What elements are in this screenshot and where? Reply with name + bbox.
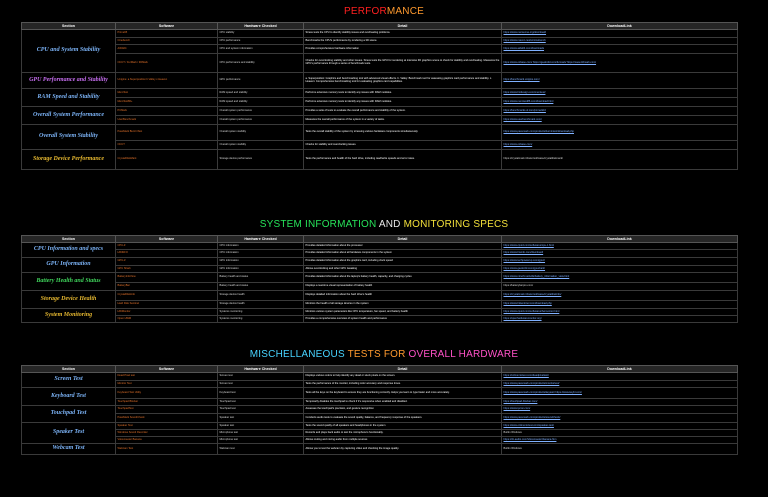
table-row (22, 141, 738, 150)
download-link[interactable]: https://www.hdsentinel.com/download.php (502, 301, 738, 309)
table-row (22, 444, 738, 455)
misc-tests-title (0, 349, 768, 360)
software-name[interactable]: GPU-Z (116, 258, 218, 266)
title-segment: MONITORING SPECS (403, 219, 509, 230)
hardware-checked: Battery health and status (218, 283, 304, 291)
software-name[interactable]: Dead Pixel test (116, 373, 218, 381)
download-link: https://batterybarpro.com/ (502, 283, 738, 291)
detail-text: Tests all the keys on the keyboard to ensure they are functioning correctly. Helps you learn to type faster and more accurately. (304, 388, 502, 399)
column-header: Detail (304, 23, 502, 30)
section-label: Storage Device Performance (22, 150, 116, 170)
section-label: RAM Speed and Stability (22, 89, 116, 107)
hardware-checked: Speaker test (218, 423, 304, 430)
detail-text: Temporarily disables the touchpad to check if it's responsive when enabled and disabled. (304, 399, 502, 406)
title-segment: AND (376, 219, 404, 230)
section-label: Battery Health and Status (22, 273, 116, 291)
table-row (22, 38, 738, 45)
detail-text: Checks for stability and overclocking issues. (304, 141, 502, 150)
download-link[interactable]: https://www.memtest86.com/download.html (502, 98, 738, 107)
detail-text: Provides detailed information about the graphics card, including clock speed (304, 258, 502, 266)
table-row (22, 250, 738, 258)
software-name[interactable]: CrystalDiskMark (116, 150, 218, 170)
software-name[interactable]: CPU-Z (116, 243, 218, 250)
software-name[interactable]: OCCT (116, 141, 218, 150)
hardware-checked: Microphone test (218, 437, 304, 444)
detail-text: Records and plays back audio to test the microphone's functionality. (304, 430, 502, 437)
table-row (22, 309, 738, 316)
software-name[interactable]: Speaker Test (116, 423, 218, 430)
hardware-checked: Systems monitoring (218, 309, 304, 316)
table-header-row (22, 236, 738, 243)
download-link[interactable]: https://www.passmark.com/products/burnintest/download.php (502, 125, 738, 141)
download-link[interactable]: https://www.nirsoft.net/utils/battery_information_view.html (502, 273, 738, 283)
hardware-checked: Storage device performance (218, 150, 304, 170)
table-row (22, 414, 738, 423)
download-link[interactable]: https://www.geeks3d.com/gpushark/ (502, 266, 738, 273)
hardware-checked: CPU stability (218, 30, 304, 38)
hardware-checked: Screen test (218, 381, 304, 388)
software-name[interactable]: OCCT / FurMark / 3DMark (116, 54, 218, 73)
section-label: System Monitoring (22, 309, 116, 323)
software-name[interactable]: PCMark (116, 107, 218, 116)
download-link[interactable]: https://www.mersenne.org/download/ (502, 30, 738, 38)
table-row (22, 89, 738, 98)
detail-text: Tests the overall stability of the system by stressing various hardware components simultaneously. (304, 125, 502, 141)
column-header: DownloadLink (502, 236, 738, 243)
download-link[interactable]: https://www.hcidesign.com/memtest/ (502, 89, 738, 98)
software-name[interactable]: HWMonitor (116, 309, 218, 316)
software-name[interactable]: Webcam Test (116, 444, 218, 455)
software-name[interactable]: PassMark BurnInTest (116, 125, 218, 141)
software-name[interactable]: MemTest86+ (116, 98, 218, 107)
hardware-checked: CPU and system information (218, 45, 304, 54)
software-name[interactable]: CrystalDiskInfo (116, 291, 218, 301)
detail-text: a. Superposition: Graphics and benchmarking tool with advanced visual effects. b. Valley: Benchmark tool for assessing graphics card performance and stability. c. Heaven: Comprehensive benchmarking tool for evaluating graphics card capabilities. (304, 73, 502, 89)
table-row (22, 45, 738, 54)
download-link[interactable]: https://crystalmark.info/en/software/crystaldiskinfo/ (502, 291, 738, 301)
table-row (22, 430, 738, 437)
hardware-checked: CPU information (218, 250, 304, 258)
table-header-row (22, 366, 738, 373)
hardware-checked: Keyboard test (218, 388, 304, 399)
column-header: DownloadLink (502, 366, 738, 373)
table-row (22, 125, 738, 141)
table-row (22, 373, 738, 381)
hardware-checked: RAM speed and stability (218, 98, 304, 107)
table-row (22, 73, 738, 89)
column-header: Section (22, 23, 116, 30)
software-name[interactable]: Windows Sound Recorder (116, 430, 218, 437)
section-label: Screen Test (22, 373, 116, 388)
hardware-checked: Screen test (218, 373, 304, 381)
column-header: Software (116, 23, 218, 30)
download-link[interactable]: https://openhardwaremonitor.org/ (502, 316, 738, 323)
performance-table (21, 22, 738, 170)
table-row (22, 283, 738, 291)
software-name[interactable]: MemTest (116, 89, 218, 98)
hardware-checked: CPU performance (218, 38, 304, 45)
software-name[interactable]: Hard Disk Sentinel (116, 301, 218, 309)
hardware-checked: GPU performance (218, 73, 304, 89)
title-segment: MANCE (386, 6, 424, 17)
column-header: Software (116, 236, 218, 243)
download-link[interactable]: https://www.userbenchmark.com/ (502, 116, 738, 125)
section-label: Overall System Stability (22, 125, 116, 150)
detail-text: Provides detailed information about all hardware components in the system (304, 250, 502, 258)
table-row (22, 316, 738, 323)
download-link[interactable]: https://www.ocbase.com/ (502, 141, 738, 150)
table-row (22, 291, 738, 301)
software-name[interactable]: BatteryBar (116, 283, 218, 291)
section-label: Keyboard Test (22, 388, 116, 406)
software-name[interactable]: Cinebench (116, 38, 218, 45)
detail-text: Benchmarks the CPU's performance by rendering a 3D scene. (304, 38, 502, 45)
section-label: Touchpad Test (22, 406, 116, 423)
hardware-checked: GPU information (218, 258, 304, 266)
download-link[interactable]: https://touchpad-blocker.com/ (502, 399, 738, 406)
software-name[interactable]: Monitor Test (116, 381, 218, 388)
detail-text: Displays various colors to help identify any dead or stuck pixels on the screen. (304, 373, 502, 381)
column-header: Hardware Checked (218, 23, 304, 30)
section-label: GPU Performance and Stability (22, 73, 116, 89)
section-label: Overall System Performance (22, 107, 116, 125)
system-info-table (21, 235, 738, 323)
column-header: Section (22, 236, 116, 243)
download-link[interactable]: https://www.aida64.com/downloads (502, 45, 738, 54)
table-row (22, 54, 738, 73)
title-segment: PERFOR (344, 6, 387, 17)
download-link[interactable]: https://www.cpuid.com/softwares/hwmonitor.html (502, 309, 738, 316)
section-label: Storage Device Health (22, 291, 116, 309)
detail-text: Tests the performance and health of the hard drive, including read/write speeds and error rates. (304, 150, 502, 170)
detail-text: Displays a real-time visual representation of battery health (304, 283, 502, 291)
hardware-checked: Speaker test (218, 414, 304, 423)
hardware-checked: Storage device health (218, 301, 304, 309)
table-row (22, 116, 738, 125)
download-link[interactable]: https://www.passmark.com/products/soundcheck/ (502, 414, 738, 423)
download-link[interactable]: https://vb-audio.com/Voicemeeter/banana.htm (502, 437, 738, 444)
hardware-checked: Overall system stability (218, 141, 304, 150)
download-link[interactable]: https://www.onlinemictest.com/speaker-test/ (502, 423, 738, 430)
detail-text: Monitors various system parameters like CPU temperature, fan speed, and battery health (304, 309, 502, 316)
software-name[interactable]: Voicemeeter Banana (116, 437, 218, 444)
download-link[interactable]: https://onlinemictest.com/deadpixeltest/ (502, 373, 738, 381)
table-row (22, 301, 738, 309)
download-link: Builtin Windows (502, 444, 738, 455)
download-link[interactable]: https://www.passmark.com/products/keytest/ https://www.keybr.com/ (502, 388, 738, 399)
detail-text: Monitors the health of all storage devices in the system (304, 301, 502, 309)
download-link[interactable]: https://www.cpuid.com/softwares/cpu-z.html (502, 243, 738, 250)
detail-text: Stress tests the CPU to identify stability issues and overheating problems. (304, 30, 502, 38)
download-link: https://crystalmark.info/en/software/crystaldiskmark/ (502, 150, 738, 170)
table-row (22, 381, 738, 388)
hardware-checked: Battery health and status (218, 273, 304, 283)
software-name[interactable]: Unigine: a.Superposition b.Valley c.Heaven (116, 73, 218, 89)
table-row (22, 388, 738, 399)
hardware-checked: Touchpad test (218, 406, 304, 414)
software-name[interactable]: Keyboard Test Utility (116, 388, 218, 399)
software-name[interactable]: HWiNFO (116, 250, 218, 258)
column-header: Hardware Checked (218, 366, 304, 373)
table-row (22, 437, 738, 444)
section-label: GPU Information (22, 258, 116, 273)
download-link[interactable]: https://www.hwinfo.com/download/ (502, 250, 738, 258)
hardware-checked: Overall system performance (218, 116, 304, 125)
table-row (22, 107, 738, 116)
detail-text: Tests the sound quality of all speakers and headphones in the system (304, 423, 502, 430)
hardware-checked: GPU information (218, 266, 304, 273)
download-link[interactable]: https://www.ocbase.com/ https://geeks3d.com/furmark/ https://www.3dmark.com/ (502, 54, 738, 73)
hardware-checked: Webcam test (218, 444, 304, 455)
column-header: DownloadLink (502, 23, 738, 30)
detail-text: Tests the performance of the monitor, including color accuracy and response times. (304, 381, 502, 388)
performance-title (0, 6, 768, 17)
table-header-row (22, 23, 738, 30)
detail-text: Allows overclocking and other GPU tweaking (304, 266, 502, 273)
detail-text: Provides a suite of tests to evaluate the overall performance and stability of the system. (304, 107, 502, 116)
column-header: Software (116, 366, 218, 373)
software-name[interactable]: Touchpad Blocker (116, 399, 218, 406)
software-name[interactable]: GPU Shark (116, 266, 218, 273)
table-row (22, 30, 738, 38)
column-header: Detail (304, 366, 502, 373)
detail-text: Provides a comprehensive overview of system health and performance (304, 316, 502, 323)
detail-text: Performs extensive memory tests to identify any issues with RAM modules. (304, 98, 502, 107)
column-header: Detail (304, 236, 502, 243)
download-link: Builtin Windows (502, 430, 738, 437)
table-row (22, 243, 738, 250)
software-name[interactable]: PassMark SoundCheck (116, 414, 218, 423)
column-header: Hardware Checked (218, 236, 304, 243)
section-label: Speaker Test (22, 423, 116, 444)
table-row (22, 406, 738, 414)
software-name[interactable]: TouchpadTest (116, 406, 218, 414)
column-header: Section (22, 366, 116, 373)
section-label: CPU Information and specs (22, 243, 116, 258)
software-name[interactable]: Open HWM (116, 316, 218, 323)
download-link[interactable]: https://www.maxon.net/en/cinebench (502, 38, 738, 45)
table-row (22, 98, 738, 107)
detail-text: Provides detailed information about the processor (304, 243, 502, 250)
software-name[interactable]: Prime95 (116, 30, 218, 38)
download-link[interactable]: https://benchmarks.ul.com/pcmark10 (502, 107, 738, 116)
table-row (22, 399, 738, 406)
hardware-checked: RAM speed and stability (218, 89, 304, 98)
title-segment: OVERALL HARDWARE (408, 349, 519, 360)
hardware-checked: Touchpad test (218, 399, 304, 406)
detail-text: Allows routing and mixing audio from multiple sources (304, 437, 502, 444)
title-segment: MISCHELLANEOUS (249, 349, 345, 360)
hardware-checked: Systems monitoring (218, 316, 304, 323)
detail-text: Performs extensive memory tests to identify any issues with RAM modules. (304, 89, 502, 98)
detail-text: Checks for overclocking stability and other issues. Stress tests the GPU for rendering at intensive 3D graphics scene to check for stability and overheating. Measures the GPU's performance through a series of benchmark tests. (304, 54, 502, 73)
title-segment: SYSTEM INFORMATION (259, 219, 377, 230)
hardware-checked: Overall system stability (218, 125, 304, 141)
software-name[interactable]: BatteryInfoView (116, 273, 218, 283)
detail-text: Conducts audio tests to evaluate the sound quality, balance, and frequency response of the speakers. (304, 414, 502, 423)
download-link[interactable]: https://www.techpowerup.com/gpuz/ (502, 258, 738, 266)
detail-text: Displays detailed information about the hard drive's health (304, 291, 502, 301)
table-row (22, 273, 738, 283)
section-label: CPU and System Stability (22, 30, 116, 73)
download-link[interactable]: https://www.passmark.com/products/monitortest/ (502, 381, 738, 388)
hardware-checked: Storage device health (218, 291, 304, 301)
detail-text: Measures the overall performance of the system in a variety of tasks. (304, 116, 502, 125)
table-row (22, 258, 738, 266)
hardware-checked: Microphone test (218, 430, 304, 437)
table-row (22, 423, 738, 430)
system-info-title (0, 219, 768, 230)
detail-text: Provides detailed information about the laptop's battery health, capacity, and charging cycles (304, 273, 502, 283)
section-label: Webcam Test (22, 444, 116, 455)
table-row (22, 150, 738, 170)
detail-text: Allows you to test the webcam by capturing video and checking the image quality. (304, 444, 502, 455)
download-link[interactable]: https://benchmark.unigine.com/ (502, 73, 738, 89)
misc-tests-table (21, 365, 738, 455)
hardware-checked: Overall system performance (218, 107, 304, 116)
table-row (22, 266, 738, 273)
detail-text: Provides comprehensive hardware information (304, 45, 502, 54)
hardware-checked: CPU information (218, 243, 304, 250)
hardware-checked: CPU performance and stability (218, 54, 304, 73)
download-link[interactable]: https://www.tpcon.com/ (502, 406, 738, 414)
title-segment: TESTS FOR (344, 349, 409, 360)
detail-text: Assesses the touchpad's precision, and gesture recognition (304, 406, 502, 414)
software-name[interactable]: UserBenchmark (116, 116, 218, 125)
software-name[interactable]: AIDA64 (116, 45, 218, 54)
